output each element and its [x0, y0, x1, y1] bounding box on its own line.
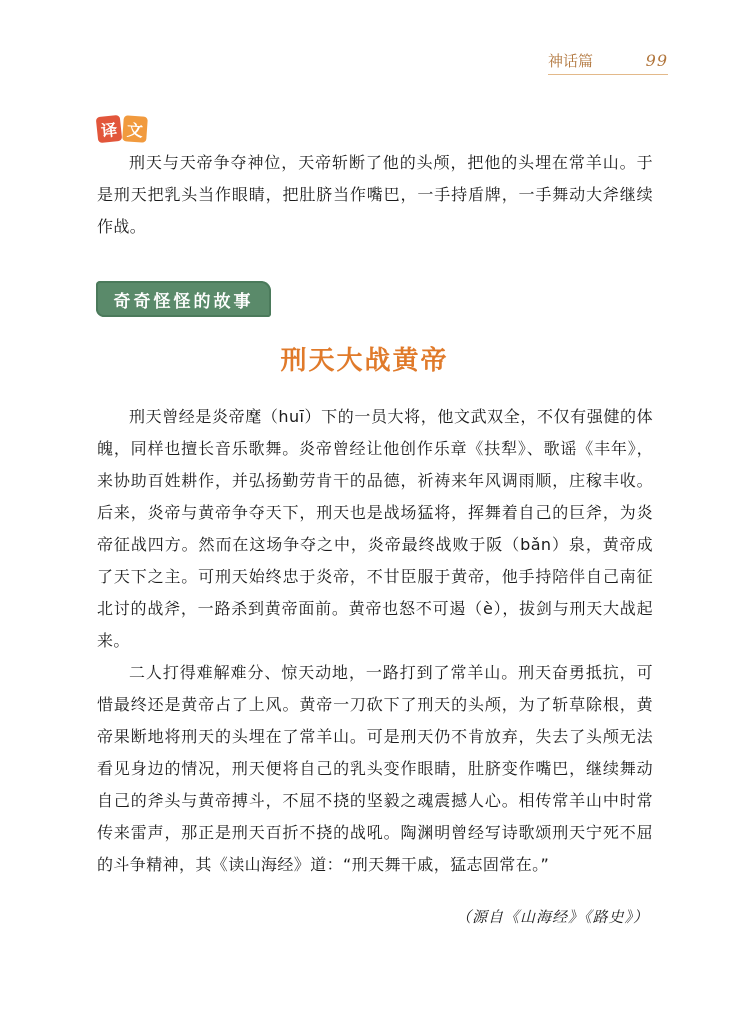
running-header	[548, 50, 668, 71]
section-tag: 奇奇怪怪的故事	[96, 281, 271, 317]
story-title: 刑天大战黄帝	[280, 346, 449, 376]
story-paragraph-1: 刑天曾经是炎帝麾（huī）下的一员大将，他文武双全，不仅有强健的体魄，同样也擅长音乐歌舞。炎帝曾经让他创作乐章《扶犁》、歌谣《丰年》，来协助百姓耕作，并弘扬勤劳肯干的品德，祈祷来年风调雨顺，庄稼丰收。后来，炎帝与黄帝争夺天下，刑天也是战场猛将，挥舞着自己的巨斧，为炎帝征战四方。然而在这场争夺之中，炎帝最终战败于阪（bǎn）泉，黄帝成了天下之主。可刑天始终忠于炎帝，不甘臣服于黄帝，他手持陪伴自己南征北讨的战斧，一路杀到黄帝面前。黄帝也怒不可遏（è），拔剑与刑天大战起来。	[97, 407, 653, 650]
source-citation: （源自《山海经》《路史》）	[455, 908, 649, 926]
header-divider	[548, 74, 668, 75]
badge-char-1: 译	[96, 115, 123, 143]
section-name: 神话篇	[548, 52, 594, 70]
translation-text: 刑天与天帝争夺神位，天帝斩断了他的头颅，把他的头埋在常羊山。于是刑天把乳头当作眼睛，把肚脐当作嘴巴，一手持盾牌，一手舞动大斧继续作战。	[97, 153, 653, 236]
story-paragraph-2: 二人打得难解难分、惊天动地，一路打到了常羊山。刑天奋勇抵抗，可惜最终还是黄帝占了上风。黄帝一刀砍下了刑天的头颅，为了斩草除根，黄帝果断地将刑天的头埋在了常羊山。可是刑天仍不肯放弃，失去了头颅无法看见身边的情况，刑天便将自己的乳头变作眼睛，肚脐变作嘴巴，继续舞动自己的斧头与黄帝搏斗，不屈不挠的坚毅之魂震撼人心。相传常羊山中时常传来雷声，那正是刑天百折不挠的战吼。陶渊明曾经写诗歌颂刑天宁死不屈的斗争精神，其《读山海经》道：“刑天舞干戚，猛志固常在。”	[97, 663, 653, 874]
translation-badge	[97, 116, 147, 142]
page-number: 99	[645, 51, 668, 70]
badge-char-2: 文	[122, 115, 148, 143]
